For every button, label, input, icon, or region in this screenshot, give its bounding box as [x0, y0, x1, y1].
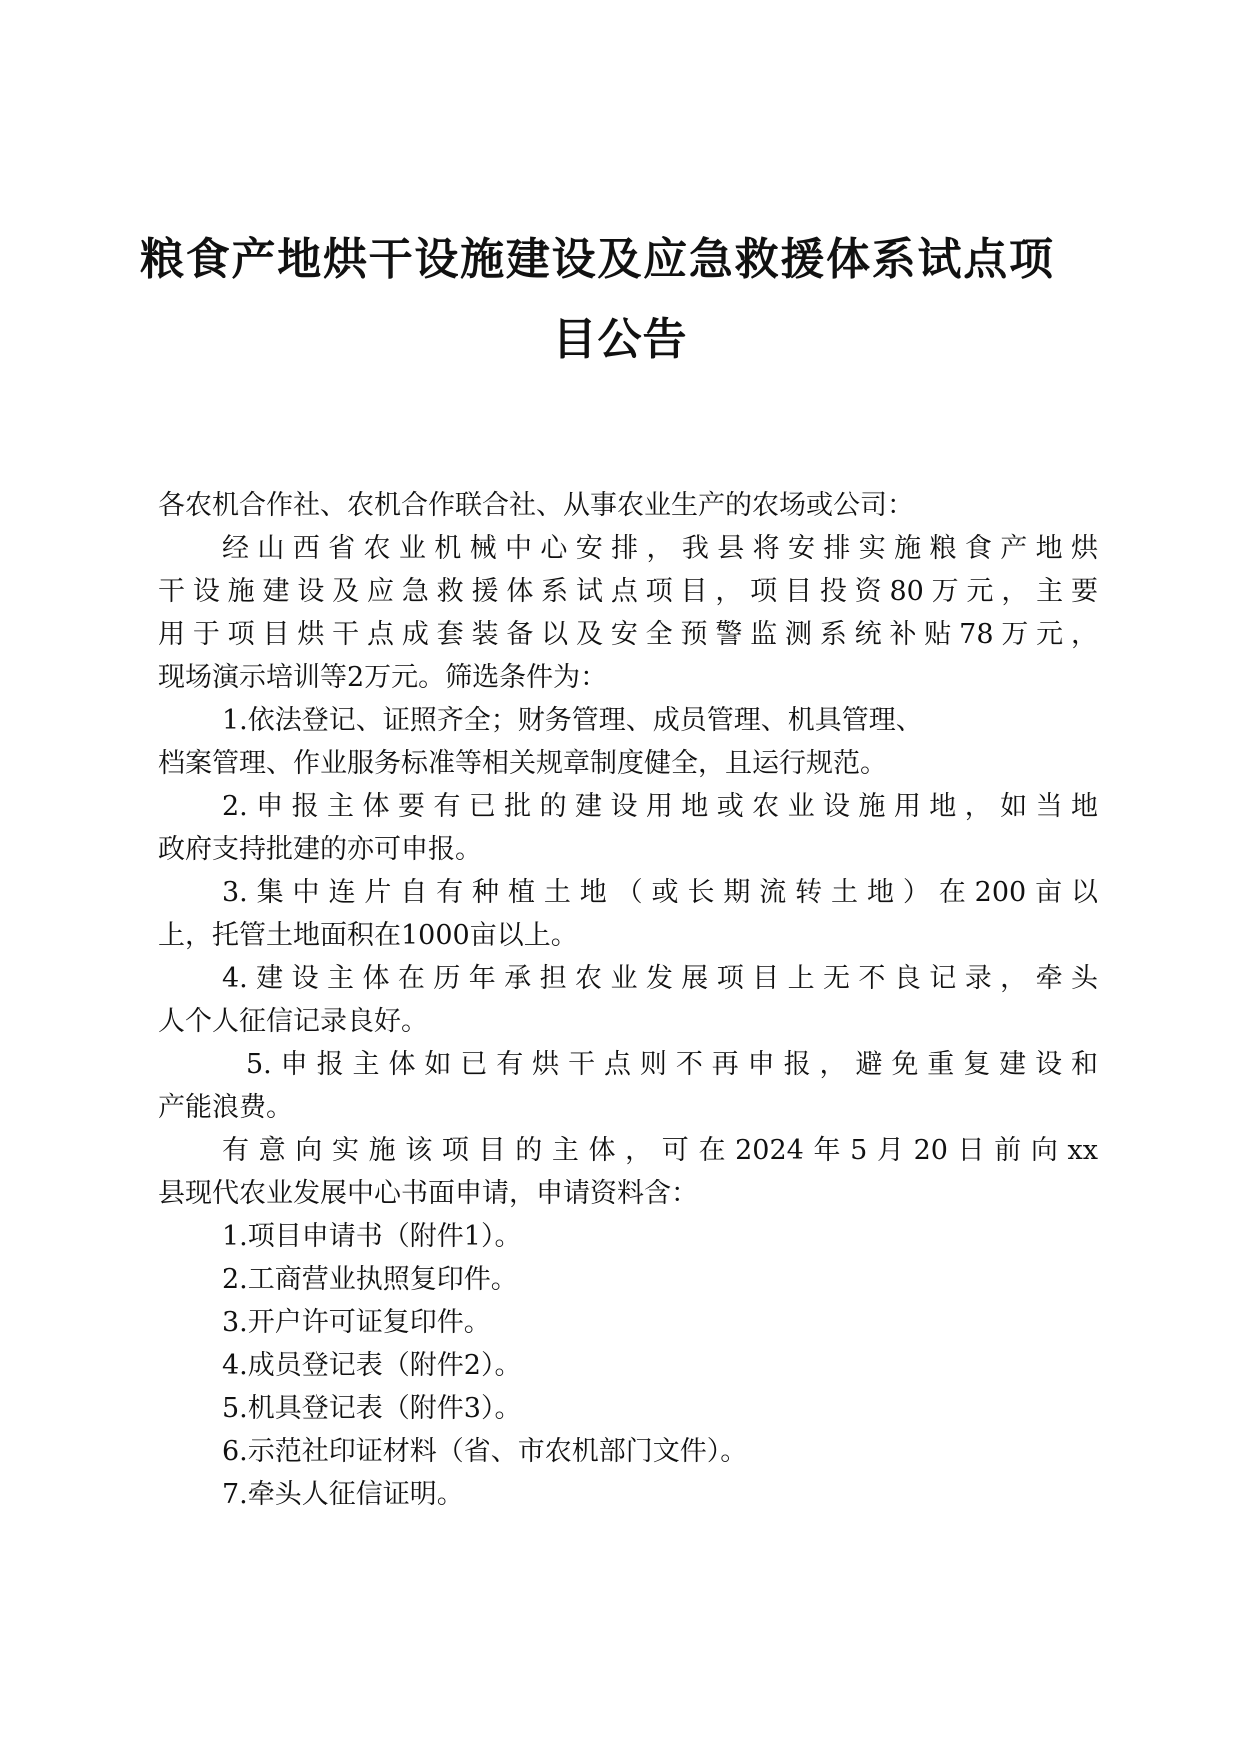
document-title-line-1: 粮食产地烘干设施建设及应急救援体系试点项 — [140, 234, 1054, 285]
list-item: 4.成员登记表（附件2）。 — [222, 1350, 522, 1381]
condition-line: 政府支持批建的亦可申报。 — [158, 834, 482, 865]
list-item: 7.牵头人征信证明。 — [222, 1479, 464, 1510]
condition-line: 人个人征信记录良好。 — [158, 1006, 428, 1037]
condition-line: 2.申报主体要有已批的建设用地或农业设施用地，如当地 — [222, 791, 1098, 822]
salutation: 各农机合作社、农机合作联合社、从事农业生产的农场或公司： — [158, 490, 914, 521]
document-title-line-2: 目公告 — [552, 314, 688, 365]
list-item: 1.项目申请书（附件1）。 — [222, 1221, 522, 1252]
paragraph-line: 干设施建设及应急救援体系试点项目，项目投资80万元，主要 — [158, 576, 1098, 607]
condition-line: 5.申报主体如已有烘干点则不再申报，避免重复建设和 — [246, 1049, 1098, 1080]
condition-line: 4.建设主体在历年承担农业发展项目上无不良记录，牵头 — [222, 963, 1098, 994]
list-item: 6.示范社印证材料（省、市农机部门文件）。 — [222, 1436, 748, 1467]
list-item: 3.开户许可证复印件。 — [222, 1307, 491, 1338]
paragraph-line: 有意向实施该项目的主体，可在2024年5月20日前向xx — [222, 1135, 1098, 1166]
condition-line: 3.集中连片自有种植土地（或长期流转土地）在200亩以 — [222, 877, 1098, 908]
paragraph-line: 县现代农业发展中心书面申请，申请资料含： — [158, 1178, 698, 1209]
condition-line: 档案管理、作业服务标准等相关规章制度健全，且运行规范。 — [158, 748, 887, 779]
condition-line: 1.依法登记、证照齐全；财务管理、成员管理、机具管理、 — [222, 705, 923, 736]
list-item: 5.机具登记表（附件3）。 — [222, 1393, 522, 1424]
list-item: 2.工商营业执照复印件。 — [222, 1264, 518, 1295]
document-body — [158, 484, 1098, 1516]
paragraph-line: 经山西省农业机械中心安排，我县将安排实施粮食产地烘 — [222, 533, 1098, 564]
condition-line: 上，托管土地面积在1000亩以上。 — [158, 920, 578, 951]
paragraph-line: 现场演示培训等2万元。筛选条件为： — [158, 662, 608, 693]
condition-line: 产能浪费。 — [158, 1092, 293, 1123]
paragraph-line: 用于项目烘干点成套装备以及安全预警监测系统补贴78万元， — [158, 619, 1098, 650]
